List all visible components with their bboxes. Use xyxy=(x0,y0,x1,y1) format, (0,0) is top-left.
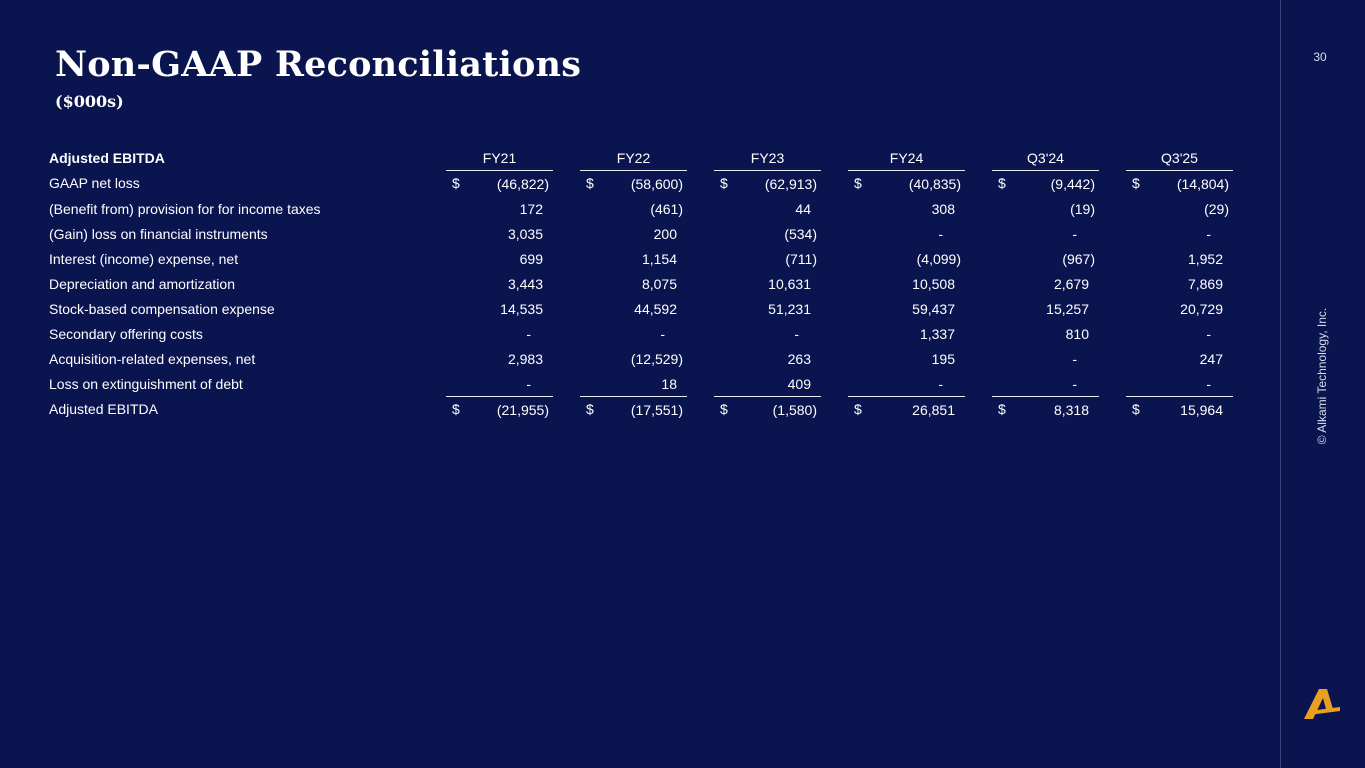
cell-value: - xyxy=(938,375,943,392)
value-cell xyxy=(714,371,821,397)
row-label: Depreciation and amortization xyxy=(49,275,235,292)
value-cell xyxy=(1126,397,1233,423)
column-gap xyxy=(821,296,848,321)
column-header: FY22 xyxy=(580,145,687,171)
column-gap xyxy=(553,221,580,246)
cell-value: (711) xyxy=(785,250,817,267)
cell-value: 59,437 xyxy=(912,300,955,317)
cell-value: (62,913) xyxy=(764,175,817,192)
column-gap xyxy=(687,246,714,271)
column-gap xyxy=(1099,397,1126,423)
value-cell xyxy=(446,246,553,271)
value-cell xyxy=(848,171,965,197)
value-cell xyxy=(992,221,1099,246)
cell-value: - xyxy=(794,325,799,342)
currency-symbol: $ xyxy=(854,175,862,191)
value-cell xyxy=(848,397,965,423)
column-gap xyxy=(821,145,848,171)
alkami-logo-icon xyxy=(1300,685,1344,721)
cell-value: 14,535 xyxy=(500,300,543,317)
cell-value: (4,099) xyxy=(916,250,961,267)
column-gap xyxy=(1099,171,1126,197)
value-cell xyxy=(714,271,821,296)
column-gap xyxy=(1099,346,1126,371)
column-gap xyxy=(553,321,580,346)
cell-value: 247 xyxy=(1199,350,1223,367)
page-subtitle: ($000s) xyxy=(55,92,124,111)
value-cell xyxy=(848,246,965,271)
value-cell xyxy=(446,371,553,397)
column-gap xyxy=(965,271,992,296)
cell-value: (19) xyxy=(1070,200,1095,217)
value-cell xyxy=(1126,171,1233,197)
value-cell xyxy=(714,196,821,221)
value-cell xyxy=(1126,271,1233,296)
value-cell xyxy=(580,246,687,271)
table-row xyxy=(49,196,1233,221)
column-gap xyxy=(965,321,992,346)
column-gap xyxy=(821,346,848,371)
cell-value: 172 xyxy=(519,200,543,217)
column-gap xyxy=(687,321,714,346)
value-cell xyxy=(992,397,1099,423)
value-cell xyxy=(446,271,553,296)
row-label: Stock-based compensation expense xyxy=(49,300,275,317)
value-cell xyxy=(580,296,687,321)
column-gap xyxy=(965,246,992,271)
cell-value: (58,600) xyxy=(630,175,683,192)
cell-value: 7,869 xyxy=(1187,275,1223,292)
column-header: Q3'24 xyxy=(992,145,1099,171)
column-gap xyxy=(821,221,848,246)
cell-value: - xyxy=(1206,375,1211,392)
cell-value: 3,035 xyxy=(507,225,543,242)
row-label: Adjusted EBITDA xyxy=(49,401,158,418)
cell-value: 10,508 xyxy=(912,275,955,292)
column-gap xyxy=(687,271,714,296)
table-title: Adjusted EBITDA xyxy=(49,149,165,166)
column-gap xyxy=(1099,196,1126,221)
cell-value: (14,804) xyxy=(1176,175,1229,192)
value-cell xyxy=(992,196,1099,221)
column-gap xyxy=(553,171,580,197)
table-row xyxy=(49,221,1233,246)
column-header: FY23 xyxy=(714,145,821,171)
cell-value: (9,442) xyxy=(1050,175,1095,192)
column-gap xyxy=(553,397,580,423)
row-label: Secondary offering costs xyxy=(49,325,203,342)
column-gap xyxy=(687,296,714,321)
currency-symbol: $ xyxy=(720,175,728,191)
currency-symbol: $ xyxy=(998,401,1006,417)
column-gap xyxy=(821,371,848,397)
column-gap xyxy=(1099,246,1126,271)
column-gap xyxy=(687,346,714,371)
currency-symbol: $ xyxy=(1132,401,1140,417)
value-cell xyxy=(580,221,687,246)
divider-line xyxy=(1280,0,1281,768)
column-gap xyxy=(553,196,580,221)
column-gap xyxy=(821,196,848,221)
value-cell xyxy=(446,346,553,371)
value-cell xyxy=(992,371,1099,397)
cell-value: - xyxy=(1072,225,1077,242)
column-gap xyxy=(1099,371,1126,397)
column-header: Q3'25 xyxy=(1126,145,1233,171)
table-header-row xyxy=(49,145,1233,171)
column-gap xyxy=(1099,296,1126,321)
column-gap xyxy=(821,397,848,423)
cell-value: 195 xyxy=(931,350,955,367)
row-label: Interest (income) expense, net xyxy=(49,250,239,267)
currency-symbol: $ xyxy=(452,175,460,191)
column-gap xyxy=(1099,221,1126,246)
cell-value: (17,551) xyxy=(630,401,683,418)
value-cell xyxy=(992,321,1099,346)
column-gap xyxy=(553,371,580,397)
value-cell xyxy=(580,196,687,221)
cell-value: (12,529) xyxy=(630,350,683,367)
table-row xyxy=(49,371,1233,397)
cell-value: - xyxy=(526,325,531,342)
table-row xyxy=(49,397,1233,423)
table-row xyxy=(49,321,1233,346)
column-gap xyxy=(687,171,714,197)
value-cell xyxy=(1126,346,1233,371)
copyright-notice: © Alkami Technology, Inc. xyxy=(1315,307,1329,445)
cell-value: 2,983 xyxy=(507,350,543,367)
cell-value: (21,955) xyxy=(496,401,549,418)
column-gap xyxy=(1099,321,1126,346)
cell-value: - xyxy=(1206,325,1211,342)
cell-value: 263 xyxy=(787,350,811,367)
column-gap xyxy=(965,371,992,397)
cell-value: - xyxy=(1206,225,1211,242)
value-cell xyxy=(848,346,965,371)
column-gap xyxy=(1099,271,1126,296)
row-label: (Benefit from) provision for for income taxes xyxy=(49,200,321,217)
column-gap xyxy=(821,321,848,346)
column-gap xyxy=(553,271,580,296)
page-number: 30 xyxy=(1313,50,1327,64)
value-cell xyxy=(580,346,687,371)
column-header: FY24 xyxy=(848,145,965,171)
value-cell xyxy=(580,397,687,423)
cell-value: 51,231 xyxy=(768,300,811,317)
table-row xyxy=(49,271,1233,296)
cell-value: 2,679 xyxy=(1053,275,1089,292)
value-cell xyxy=(992,296,1099,321)
currency-symbol: $ xyxy=(586,175,594,191)
cell-value: 409 xyxy=(787,375,811,392)
table-row xyxy=(49,246,1233,271)
column-gap xyxy=(965,171,992,197)
value-cell xyxy=(446,321,553,346)
column-gap xyxy=(553,246,580,271)
value-cell xyxy=(848,296,965,321)
cell-value: - xyxy=(1072,375,1077,392)
value-cell xyxy=(714,246,821,271)
cell-value: 44 xyxy=(795,200,811,217)
table-row xyxy=(49,171,1233,197)
value-cell xyxy=(848,196,965,221)
column-gap xyxy=(965,145,992,171)
row-label: Loss on extinguishment of debt xyxy=(49,375,243,392)
value-cell xyxy=(714,346,821,371)
cell-value: (1,580) xyxy=(772,401,817,418)
cell-value: (29) xyxy=(1204,200,1229,217)
column-gap xyxy=(687,145,714,171)
cell-value: 308 xyxy=(931,200,955,217)
column-gap xyxy=(687,196,714,221)
value-cell xyxy=(714,171,821,197)
value-cell xyxy=(446,221,553,246)
cell-value: 1,154 xyxy=(641,250,677,267)
cell-value: 8,318 xyxy=(1053,401,1089,418)
cell-value: - xyxy=(526,375,531,392)
cell-value: 26,851 xyxy=(912,401,955,418)
value-cell xyxy=(714,296,821,321)
row-label: (Gain) loss on financial instruments xyxy=(49,225,268,242)
cell-value: (461) xyxy=(650,200,683,217)
column-gap xyxy=(553,346,580,371)
column-gap xyxy=(965,397,992,423)
value-cell xyxy=(992,346,1099,371)
currency-symbol: $ xyxy=(586,401,594,417)
page-title: Non-GAAP Reconciliations xyxy=(55,44,582,85)
cell-value: 810 xyxy=(1065,325,1089,342)
column-header: FY21 xyxy=(446,145,553,171)
value-cell xyxy=(848,321,965,346)
value-cell xyxy=(1126,371,1233,397)
column-gap xyxy=(821,271,848,296)
column-gap xyxy=(821,171,848,197)
column-gap xyxy=(687,397,714,423)
value-cell xyxy=(1126,246,1233,271)
cell-value: 8,075 xyxy=(641,275,677,292)
currency-symbol: $ xyxy=(854,401,862,417)
column-gap xyxy=(553,145,580,171)
cell-value: 15,964 xyxy=(1180,401,1223,418)
cell-value: - xyxy=(938,225,943,242)
cell-value: 699 xyxy=(519,250,543,267)
table-row xyxy=(49,296,1233,321)
cell-value: (967) xyxy=(1062,250,1095,267)
column-gap xyxy=(687,371,714,397)
column-gap xyxy=(821,246,848,271)
column-gap xyxy=(965,221,992,246)
currency-symbol: $ xyxy=(452,401,460,417)
value-cell xyxy=(1126,321,1233,346)
value-cell xyxy=(848,221,965,246)
column-gap xyxy=(965,346,992,371)
value-cell xyxy=(848,371,965,397)
cell-value: (46,822) xyxy=(496,175,549,192)
currency-symbol: $ xyxy=(998,175,1006,191)
value-cell xyxy=(714,397,821,423)
value-cell xyxy=(992,246,1099,271)
column-gap xyxy=(1099,145,1126,171)
cell-value: (40,835) xyxy=(908,175,961,192)
value-cell xyxy=(580,171,687,197)
column-gap xyxy=(965,196,992,221)
cell-value: - xyxy=(660,325,665,342)
cell-value: 44,592 xyxy=(634,300,677,317)
cell-value: 15,257 xyxy=(1046,300,1089,317)
cell-value: 1,337 xyxy=(919,325,955,342)
value-cell xyxy=(992,271,1099,296)
column-gap xyxy=(965,296,992,321)
value-cell xyxy=(848,271,965,296)
row-label: GAAP net loss xyxy=(49,175,140,192)
adjusted-ebitda-table xyxy=(49,145,1233,422)
table-row xyxy=(49,346,1233,371)
value-cell xyxy=(1126,221,1233,246)
row-label: Acquisition-related expenses, net xyxy=(49,350,256,367)
value-cell xyxy=(1126,196,1233,221)
cell-value: 20,729 xyxy=(1180,300,1223,317)
column-gap xyxy=(687,221,714,246)
cell-value: 200 xyxy=(653,225,677,242)
cell-value: 18 xyxy=(661,375,677,392)
cell-value: - xyxy=(1072,350,1077,367)
value-cell xyxy=(714,321,821,346)
cell-value: 1,952 xyxy=(1187,250,1223,267)
value-cell xyxy=(1126,296,1233,321)
value-cell xyxy=(580,321,687,346)
value-cell xyxy=(714,221,821,246)
value-cell xyxy=(446,397,553,423)
value-cell xyxy=(446,296,553,321)
currency-symbol: $ xyxy=(720,401,728,417)
value-cell xyxy=(580,371,687,397)
value-cell xyxy=(446,196,553,221)
value-cell xyxy=(580,271,687,296)
cell-value: 3,443 xyxy=(507,275,543,292)
value-cell xyxy=(992,171,1099,197)
cell-value: 10,631 xyxy=(768,275,811,292)
column-gap xyxy=(553,296,580,321)
value-cell xyxy=(446,171,553,197)
currency-symbol: $ xyxy=(1132,175,1140,191)
cell-value: (534) xyxy=(784,225,817,242)
